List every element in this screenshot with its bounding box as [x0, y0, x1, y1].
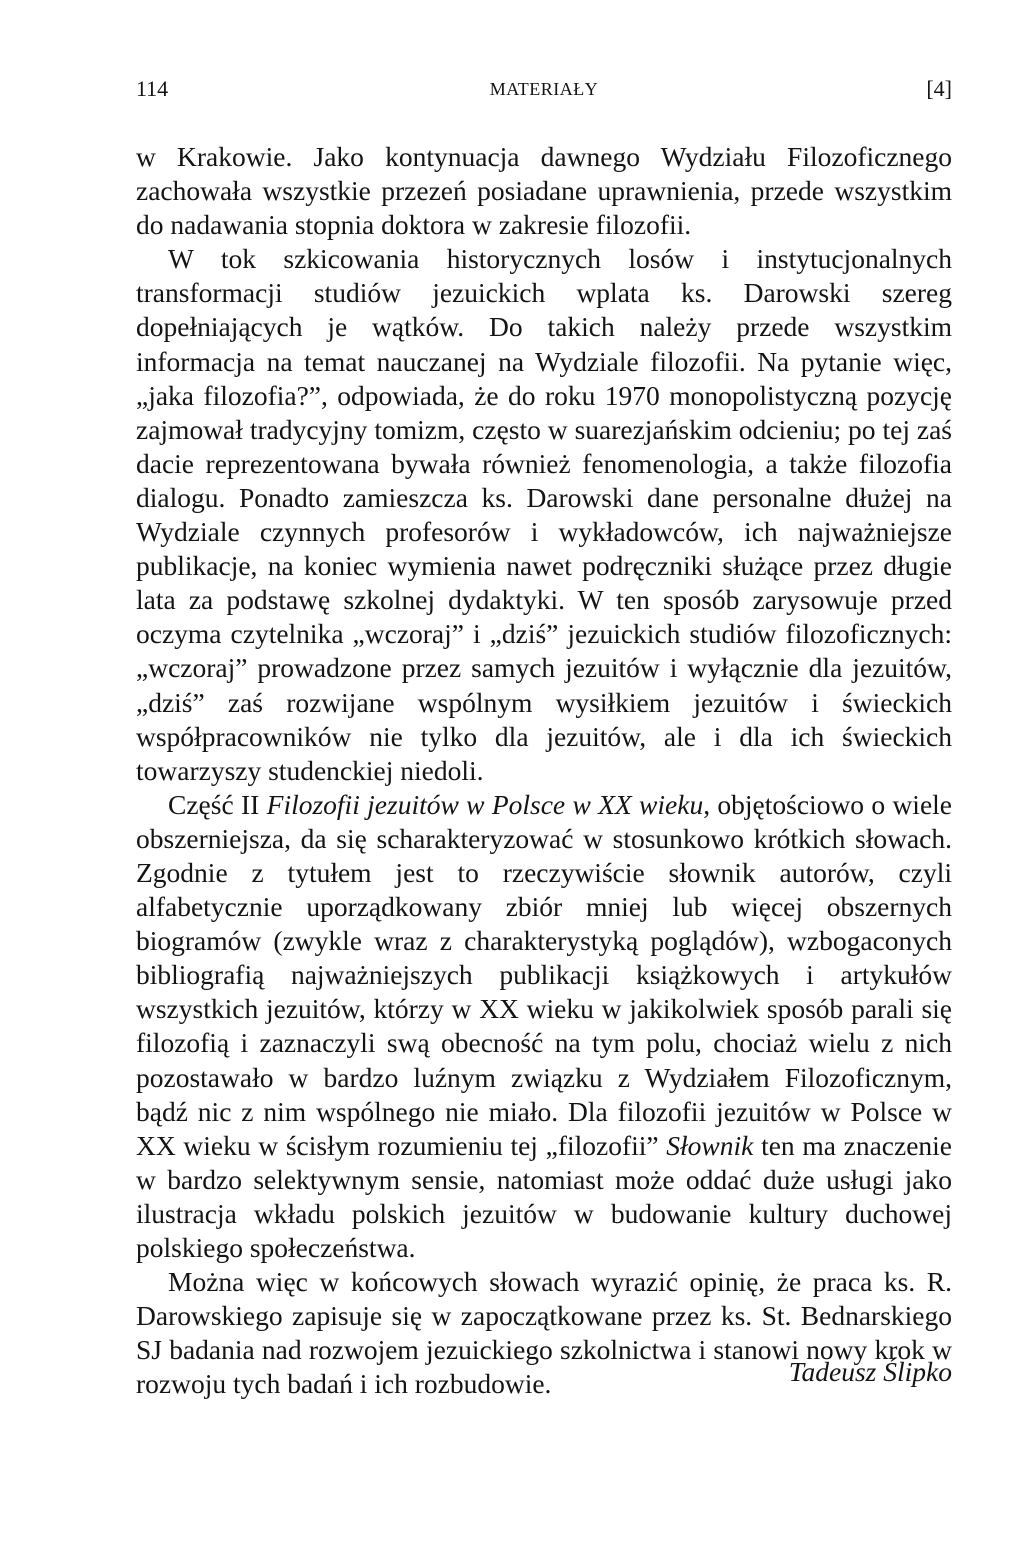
paragraph-2: W tok szkicowania historycznych losów i instytucjonalnych transformacji studiów jezuickich wplata ks. Darowski szereg dopełniających je wątków. Do takich należy przede wszystkim informacja na temat nauczanej na Wydziale filozofii. Na pytanie więc, „jaka filozofia?”, odpowiada, że do roku 1970 monopolistyczną pozycję zajmował tradycyjny tomizm, często w suarezjańskim odcieniu; po tej zaś dacie reprezentowana bywała również fenomenologia, a także filozofia dialogu. Ponadto zamieszcza ks. Darowski dane personalne dłużej na Wydziale czynnych profesorów i wykładowców, ich najważniejsze publikacje, na koniec wymienia nawet podręczniki służące przez długie lata za podstawę szkolnej dydaktyki. W ten sposób zarysowuje przed oczyma czytelnika „wczoraj” i „dziś” jezuickich studiów filozoficznych: „wczoraj” prowadzone przez samych jezuitów i wyłącznie dla jezuitów, „dziś” zaś rozwijane wspólnym wysiłkiem jezuitów i świeckich współpracowników nie tylko dla jezuitów, ale i dla ich świeckich towarzyszy studenckiej niedoli. — [136, 243, 952, 786]
slownik-title: Słownik — [666, 1129, 754, 1161]
paragraph-3-text: Część II — [168, 788, 267, 820]
page-number: 114 — [136, 76, 169, 101]
section-title: MATERIAŁY — [489, 79, 599, 99]
document-page — [136, 0, 952, 1541]
paragraph-1: w Krakowie. Jako kontynuacja dawnego Wydziału Filozoficznego zachowała wszystkie przezeń posiadane uprawnienia, przede wszystkim do nadawania stopnia doktora w zakresie filozofii. — [136, 141, 952, 241]
running-header — [136, 74, 952, 104]
paragraph-3 — [136, 788, 952, 1265]
page-reference: [4] — [926, 76, 952, 101]
body-text — [136, 140, 952, 1401]
author-signature: Tadeusz Ślipko — [788, 1356, 952, 1387]
paragraph-4: Można więc w końcowych słowach wyrazić opinię, że praca ks. R. Darowskiego zapisuje się w zapoczątkowane przez ks. St. Bednarskiego SJ badania nad rozwojem jezuickiego szkolnictwa i stanowi nowy krok w rozwoju tych badań i ich rozbudowie. — [136, 1266, 952, 1400]
paragraph-3-text: ten ma znaczenie w bardzo selektywnym sensie, natomiast może oddać duże usługi jako ilustracja wkładu polskich jezuitów w budowanie kultury duchowej polskiego społeczeństwa. — [136, 1129, 952, 1263]
paragraph-3-text: , objętościowo o wiele obszerniejsza, da się scharakteryzować w stosunkowo krótkich słowach. Zgodnie z tytułem jest to rzeczywiście słownik autorów, czyli alfabetycznie uporządkowany zbiór mniej lub więcej obszernych biogramów (zwykle wraz z charakterystyką poglądów), wzbogaconych bibliografią najważniejszych publikacji książkowych i artykułów wszystkich jezuitów, którzy w XX wieku w jakikolwiek sposób parali się filozofią i zaznaczyli swą obecność na tym polu, chociaż wielu z nich pozostawało w bardzo luźnym związku z Wydziałem Filozoficznym, bądź nic z nim wspólnego nie miało. Dla filozofii jezuitów w Polsce w XX wieku w ścisłym rozumieniu tej „filozofii” — [136, 788, 953, 1161]
book-title: Filozofii jezuitów w Polsce w XX wieku — [266, 788, 704, 820]
